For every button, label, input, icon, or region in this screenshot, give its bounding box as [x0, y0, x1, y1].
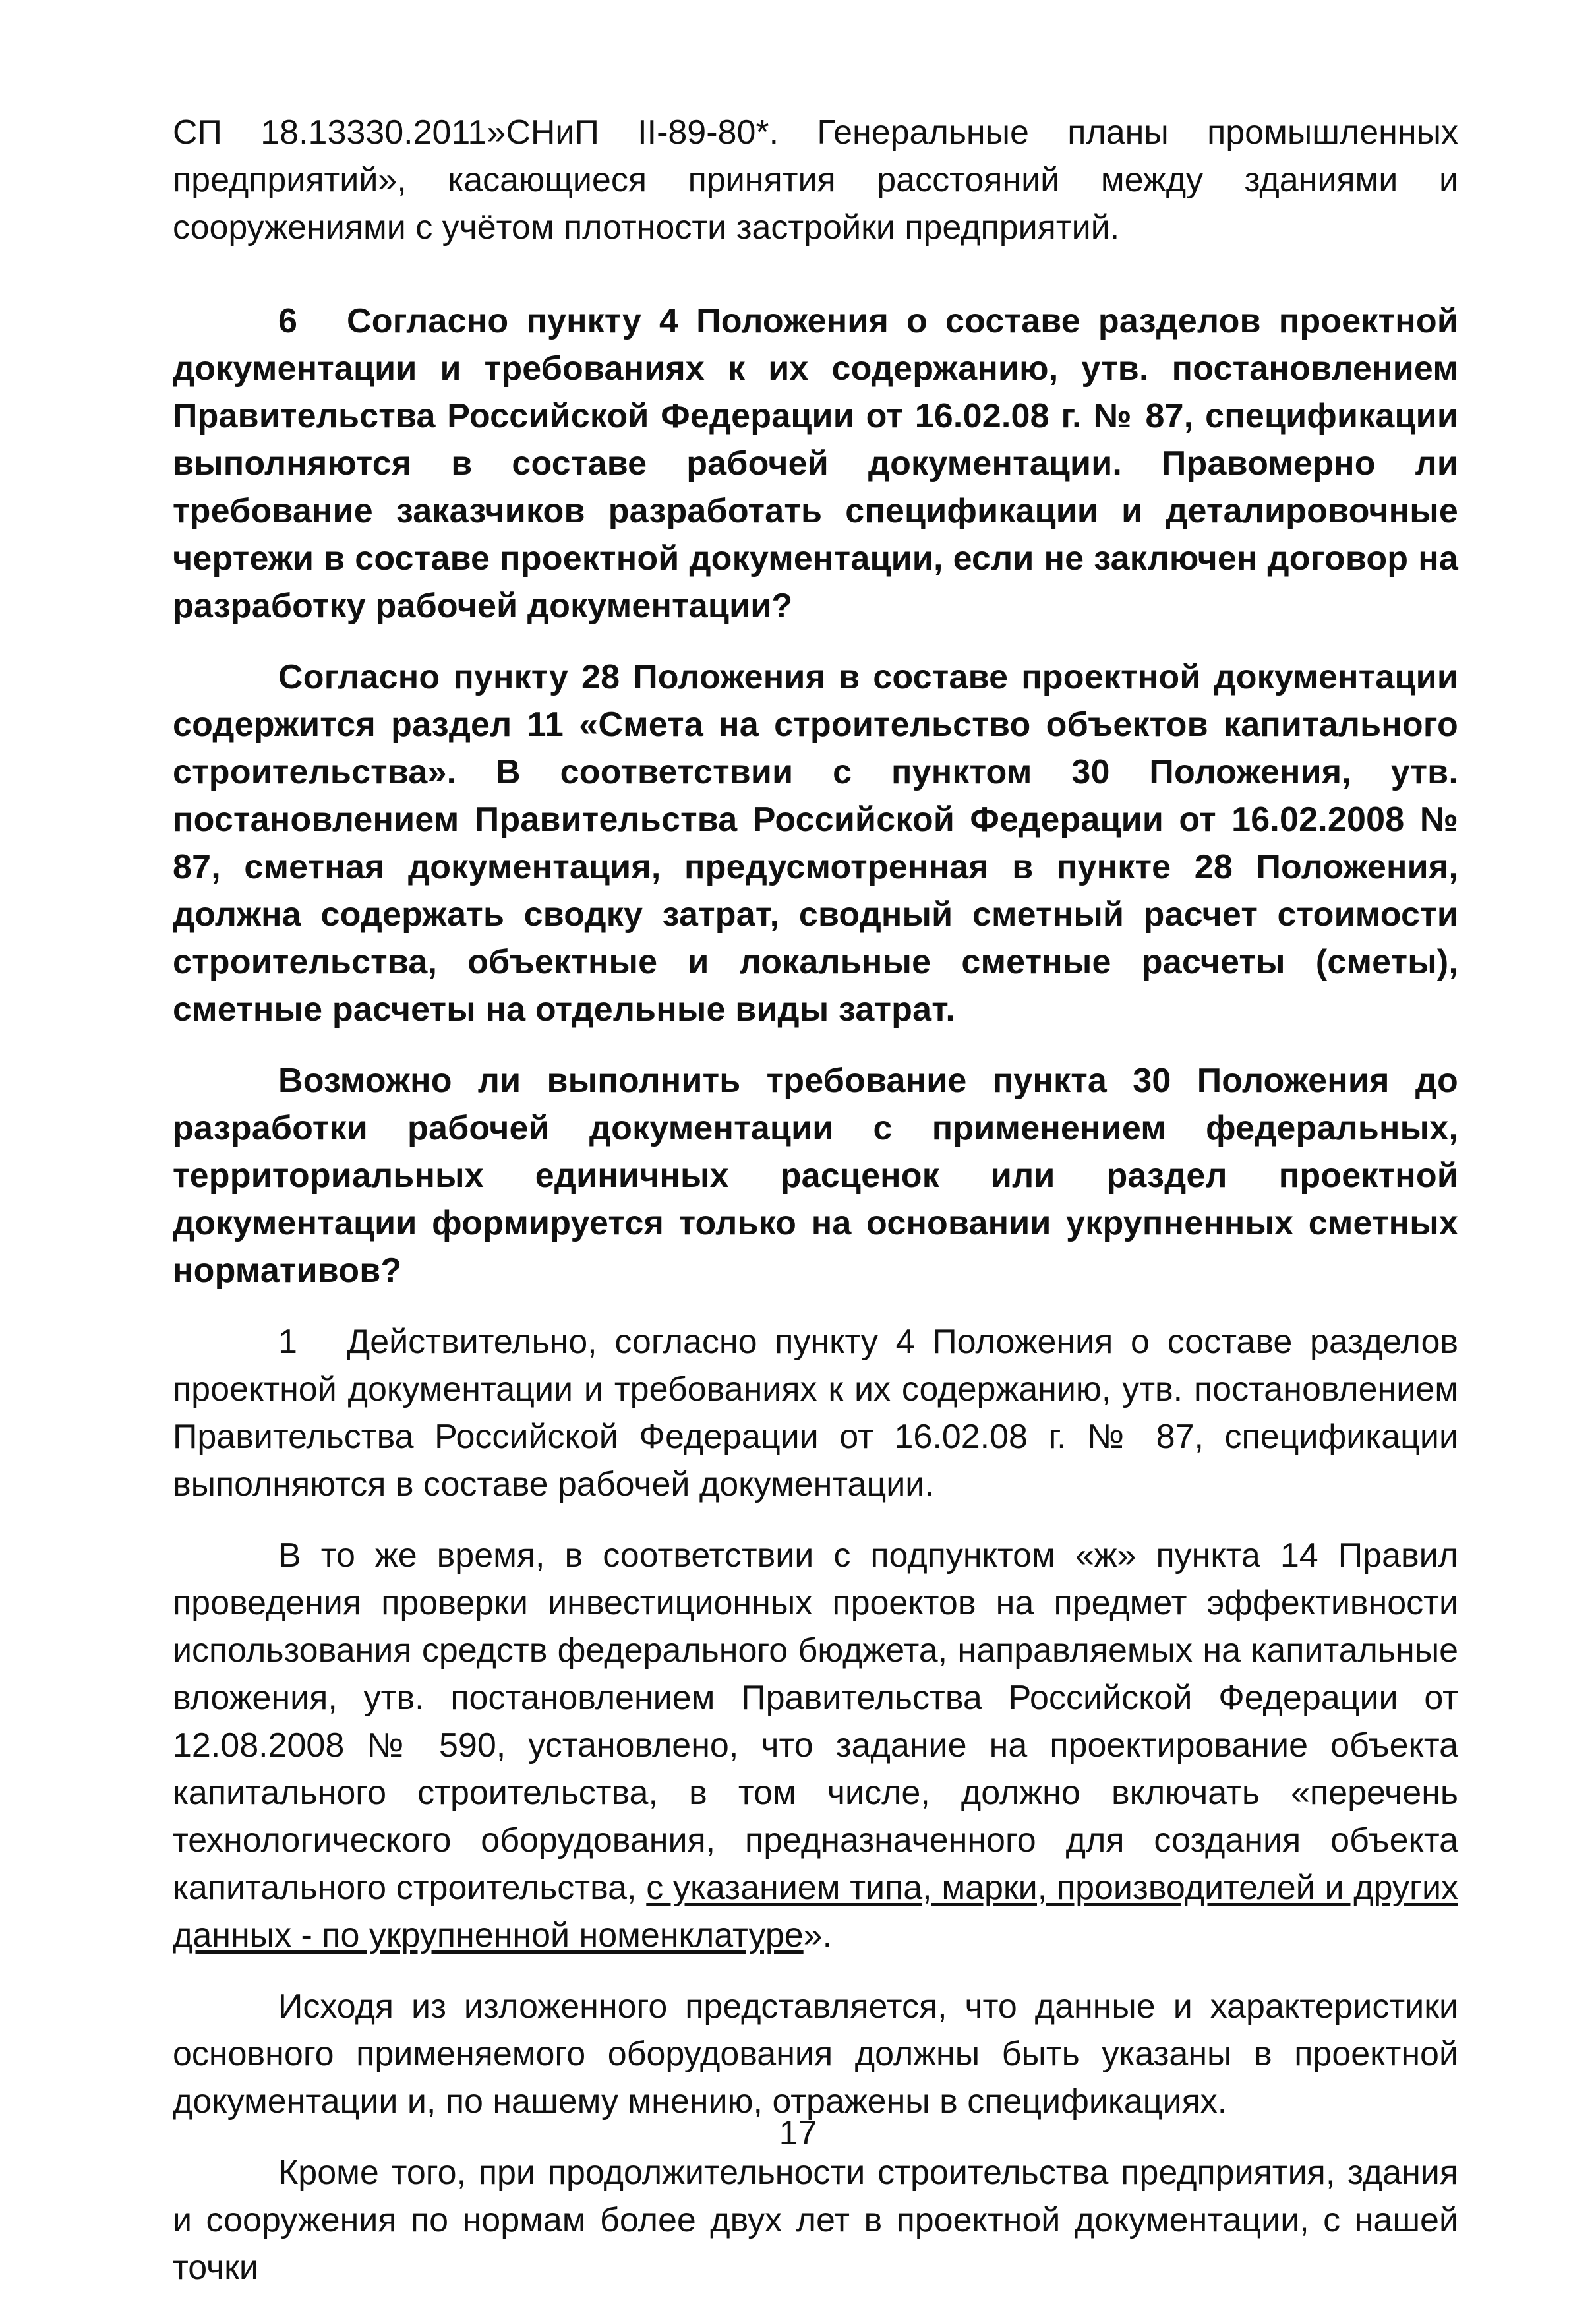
paragraph-rules-590: [173, 1532, 1458, 1959]
question-text: Согласно пункту 4 Положения о составе разделов проектной документации и требованиях к их содержанию, утв. постановлением Правительства Российской Федерации от 16.02.08 г. № 87, спецификации выполняются в составе рабочей документации. Правомерно ли требование заказчиков разработать спецификации и деталировочные чертежи в составе проектной документации, если не заключен договор на разработку рабочей документации?: [173, 302, 1458, 625]
paragraph-conclusion: Исходя из изложенного представляется, что данные и характеристики основного применяемого оборудования должны быть указаны в проектной документации и, по нашему мнению, отражены в спецификациях.: [173, 1987, 1458, 2121]
paragraph-duration: Кроме того, при продолжительности строительства предприятия, здания и сооружения по нормам более двух лет в проектной документации, с нашей точки: [173, 2154, 1458, 2287]
paragraph-rules-590-end: ».: [803, 1916, 833, 1954]
paragraph-rules-590-main: В то же время, в соответствии с подпунктом «ж» пункта 14 Правил проведения проверки инвестиционных проектов на предмет эффективности использования средств федерального бюджета, направляемых на капитальные вложения, утв. постановлением Правительства Российской Федерации от 12.08.2008 № 590, установлено, что задание на проектирование объекта капитального строительства, в том числе, должно включать «перечень технологического оборудования, предназначенного для создания объекта капитального строительства,: [173, 1536, 1458, 1907]
underlined-quote: с указанием типа, марки, производителей и других данных - по укрупненной номенклатуре: [173, 1869, 1458, 1954]
document-page: [173, 109, 1458, 2291]
question-number: 6: [278, 302, 298, 340]
answer-text: Действительно, согласно пункту 4 Положения о составе разделов проектной документации и требованиях к их содержанию, утв. постановлением Правительства Российской Федерации от 16.02.08 г. № 87, спецификации выполняются в составе рабочей документации.: [173, 1323, 1458, 1503]
paragraph-question-pricing: Возможно ли выполнить требование пункта 30 Положения до разработки рабочей документации с применением федеральных, территориальных единичных расценок или раздел проектной документации формируется только на основании укрупненных сметных нормативов?: [173, 1062, 1458, 1290]
paragraph-estimate-section: Согласно пункту 28 Положения в составе проектной документации содержится раздел 11 «Смета на строительство объектов капитального строительства». В соответствии с пунктом 30 Положения, утв. постановлением Правительства Российской Федерации от 16.02.2008 № 87, сметная документация, предусмотренная в пункте 28 Положения, должна содержать сводку затрат, сводный сметный расчет стоимости строительства, объектные и локальные сметные расчеты (сметы), сметные расчеты на отдельные виды затрат.: [173, 658, 1458, 1029]
answer-paragraph: [173, 1318, 1458, 1508]
paragraph-intro: СП 18.13330.2011»СНиП II-89-80*. Генеральные планы промышленных предприятий», касающиеся принятия расстояний между зданиями и сооружениями с учётом плотности застройки предприятий.: [173, 113, 1458, 247]
page-number: 17: [779, 2114, 817, 2152]
question-paragraph: [173, 297, 1458, 630]
answer-number: 1: [278, 1323, 297, 1361]
